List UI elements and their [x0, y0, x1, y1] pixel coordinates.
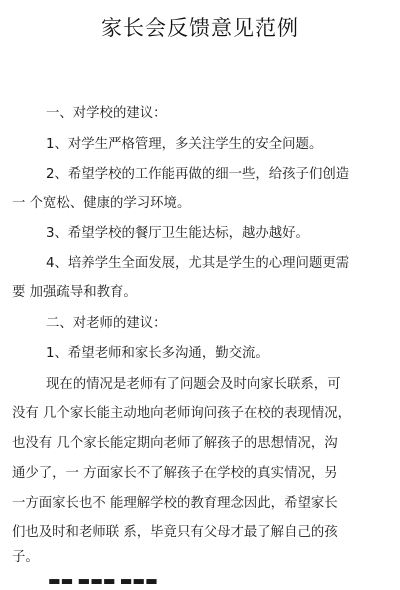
- paragraph-line: 一 个宽松、健康的学习环境。: [12, 196, 191, 211]
- paragraph-line: 也没有 几个家长能定期向老师了解孩子的思想情况，沟: [12, 436, 338, 451]
- cut-off-line: [48, 570, 158, 589]
- paragraph-line: 们也及时和老师联 系，毕竟只有父母才最了解自己的孩: [12, 525, 338, 540]
- section-heading-teacher: 二、对老师的建议：: [46, 316, 167, 331]
- paragraph-line: 1、对学生严格管理，多关注学生的安全问题。: [46, 137, 323, 152]
- paragraph-line: 4、培养学生全面发展，尤其是学生的心理问题更需: [46, 256, 350, 271]
- paragraph-line: 现在的情况是老师有了问题会及时向家长联系，可: [46, 377, 341, 392]
- paragraph-line: 要 加强疏导和教育。: [12, 285, 137, 300]
- document-title: 家长会反馈意见范例: [101, 16, 299, 40]
- section-heading-school: 一、对学校的建议：: [46, 106, 167, 121]
- paragraph-line: 没有 几个家长能主动地向老师询问孩子在校的表现情况，: [12, 406, 352, 421]
- paragraph-line: 一方面家长也不 能理解学校的教育理念因此，希望家长: [12, 496, 338, 511]
- paragraph-line: 子。: [12, 550, 39, 565]
- cut-off-text: ▬▬ ▬▬▬ ▬▬▬: [48, 574, 158, 589]
- paragraph-line: 2、希望学校的工作能再做的细一些，给孩子们创造: [46, 167, 350, 182]
- paragraph-line: 1、希望老师和家长多沟通，勤交流。: [46, 346, 269, 361]
- paragraph-line: 3、希望学校的餐厅卫生能达标，越办越好。: [46, 226, 309, 241]
- paragraph-line: 通少了，一 方面家长不了解孩子在学校的真实情况，另: [12, 466, 338, 481]
